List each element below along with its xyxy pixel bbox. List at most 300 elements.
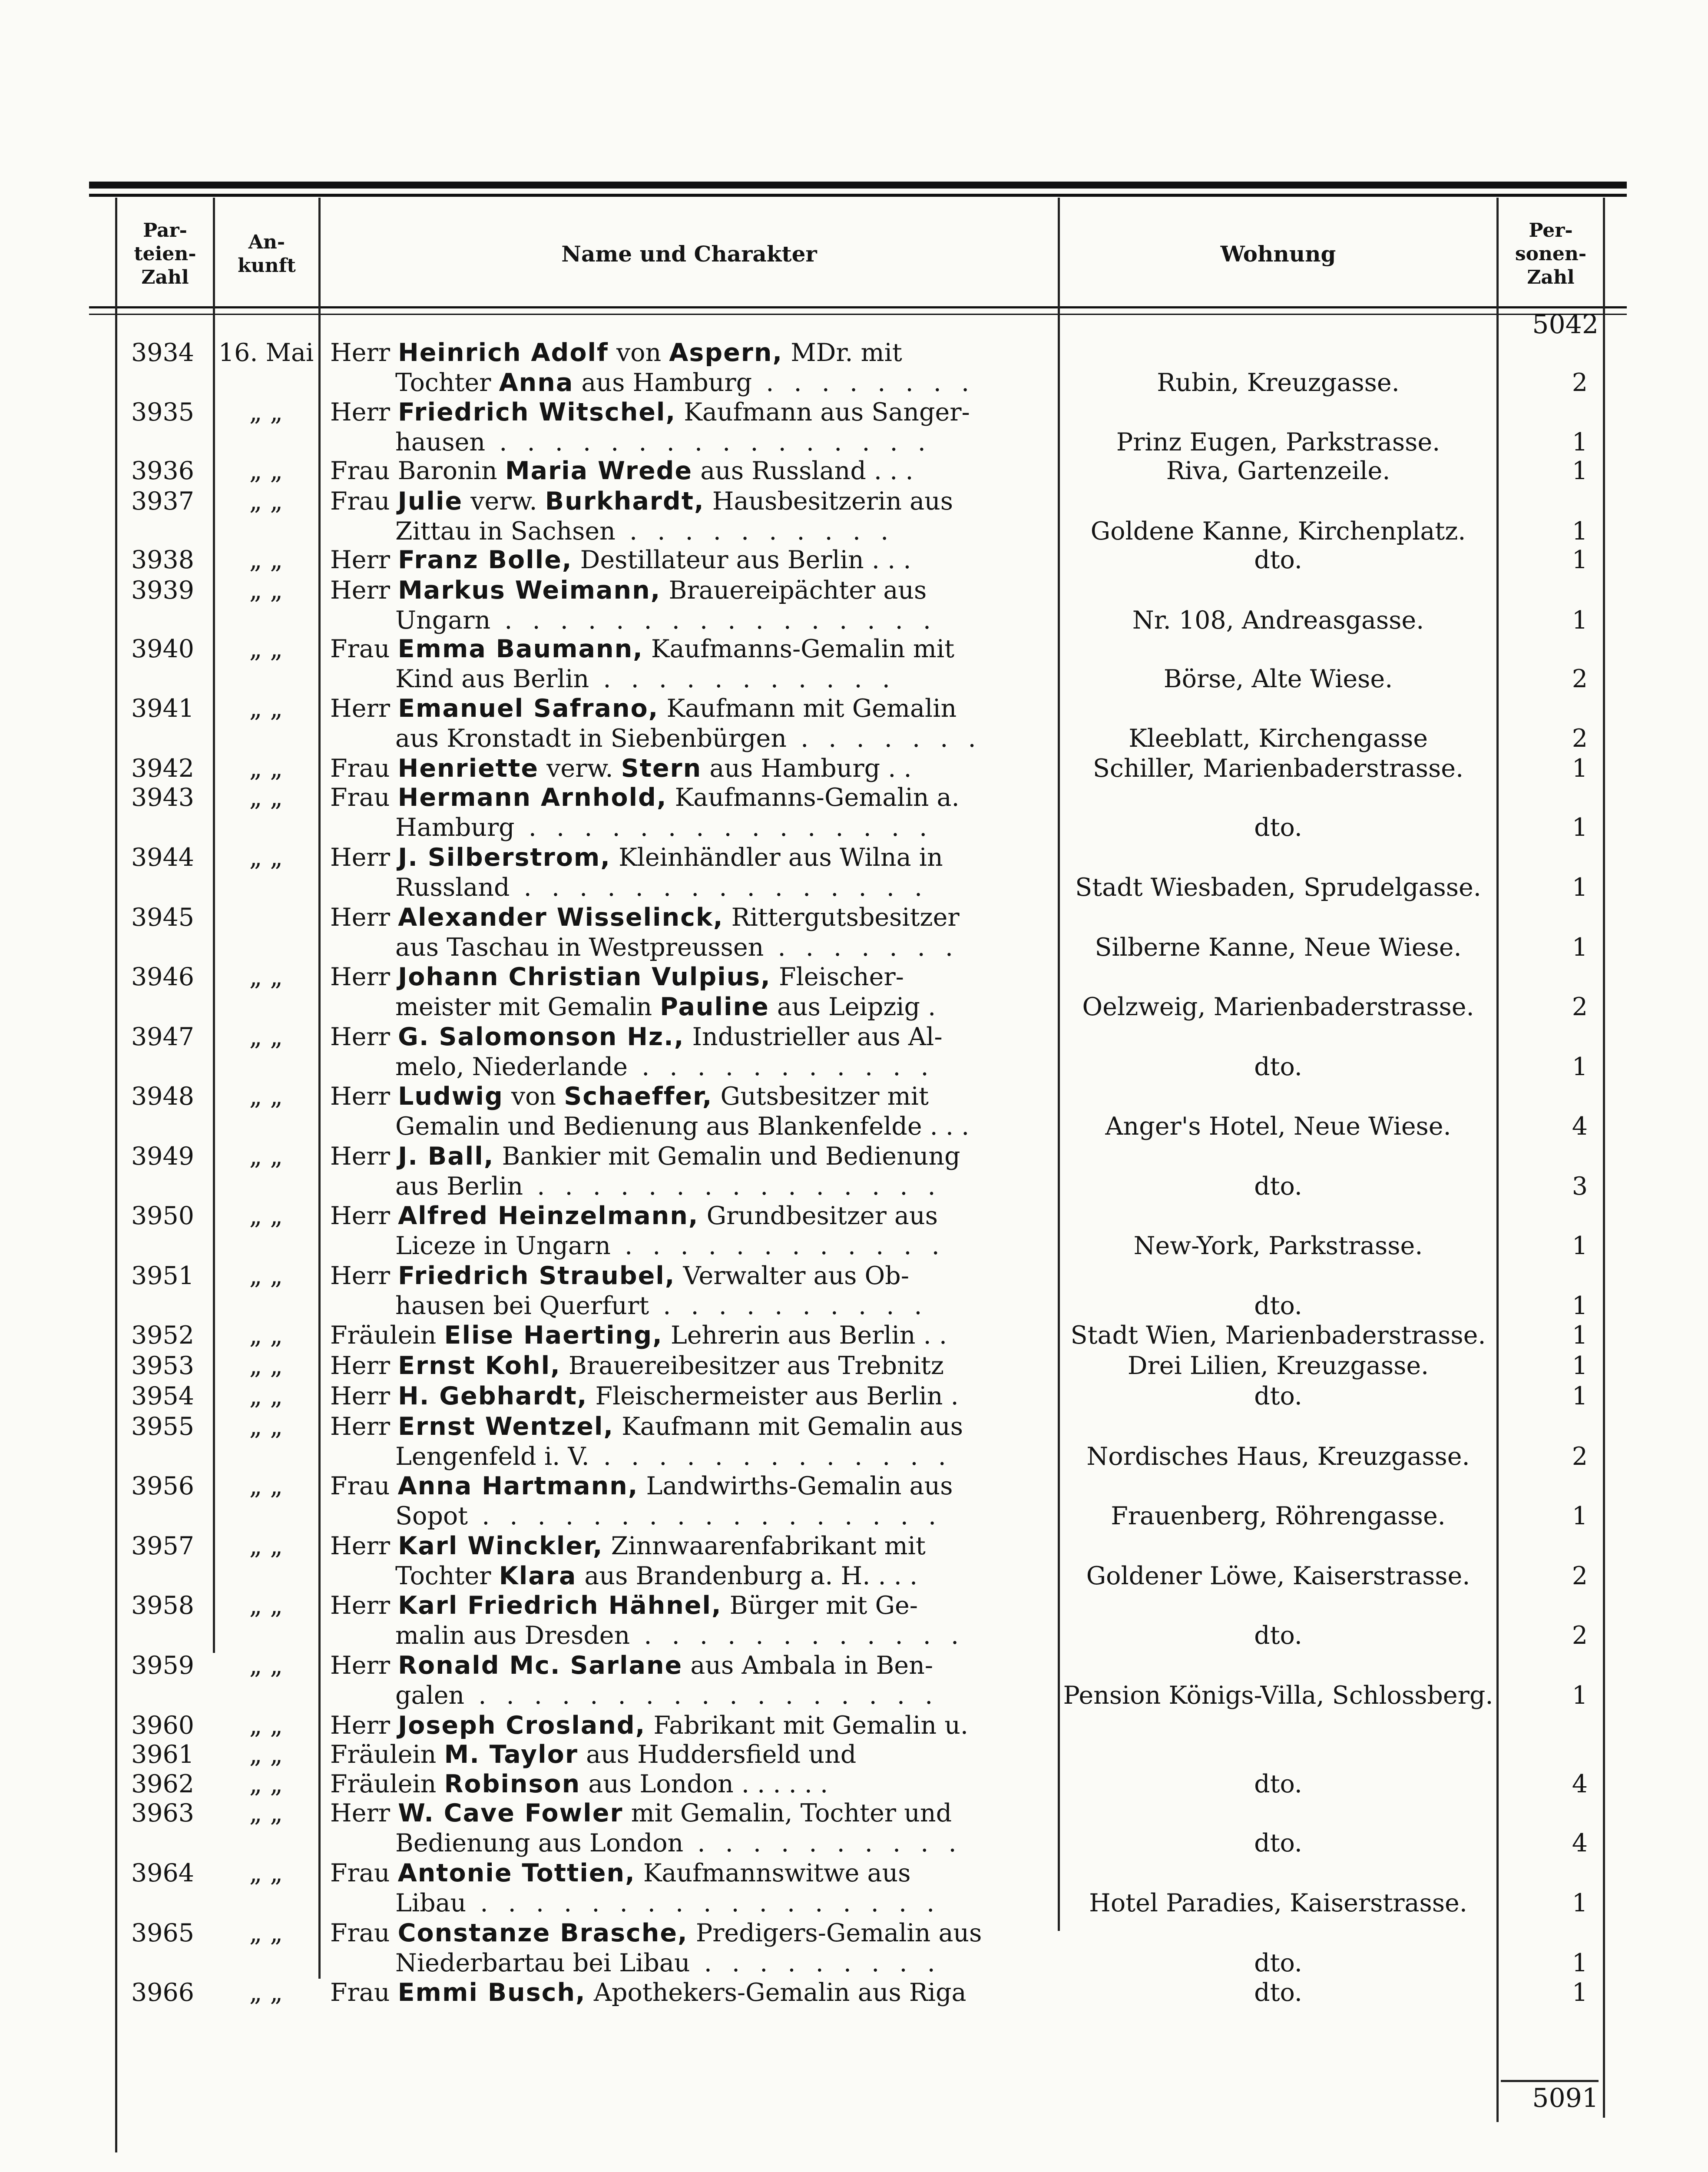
name-text: verw. [539,754,621,783]
guest-name: Friedrich Straubel, [398,1261,675,1290]
guest-name: Ernst Wentzel, [398,1412,614,1441]
residence: Riva, Gartenzeile. [1166,457,1390,485]
party-number: 3963 [131,1799,195,1828]
name-text: MDr. mit [783,338,902,367]
name-text: Frau [330,1919,398,1947]
guest-name: G. Salomonson Hz., [398,1023,685,1051]
name-text: Herr [330,398,398,427]
persons-count: 1 [1572,873,1588,902]
name-and-character [330,1261,1038,1321]
name-text: Brauereibesitzer aus Trebnitz [560,1351,944,1380]
column-divider [1603,198,1605,2118]
page-total: 5091 [1501,2080,1599,2113]
name-text: Frau Baronin [330,457,505,485]
name-text: Fleischer- [771,963,904,991]
guest-name: Anna [499,368,574,397]
party-number: 3940 [131,635,195,663]
residence: Börse, Alte Wiese. [1163,665,1393,693]
party-number: 3965 [131,1919,195,1947]
arrival-date: „ „ [249,1770,283,1798]
arrival-date: „ „ [249,1202,283,1230]
name-text: Herr [330,1261,398,1290]
name-text: . . . . . . . . . . . . . . . [510,873,929,902]
party-number: 3935 [131,398,195,427]
arrival-date: „ „ [249,1711,283,1740]
arrival-date: „ „ [249,1532,283,1560]
header-ankunft: An- kunft [238,231,296,277]
name-text: . . . . . . . . . . . . [630,1621,965,1650]
name-and-character [330,1142,1038,1202]
name-text: . . . . . . . [764,933,960,962]
persons-count: 2 [1572,1442,1588,1471]
name-text: Predigers-Gemalin aus [688,1919,982,1947]
name-text: Herr [330,1591,398,1620]
name-text: Landwirths-Gemalin aus [638,1472,953,1500]
name-text: Herr [330,576,398,605]
name-and-character [330,1769,1038,1799]
persons-count: 1 [1572,1382,1588,1410]
column-divider [213,198,215,1653]
name-and-character [330,1591,1038,1651]
residence: dto. [1254,1172,1302,1201]
residence: dto. [1254,1621,1302,1650]
name-text: Herr [330,546,398,574]
residence: Nordisches Haus, Kreuzgasse. [1086,1442,1470,1471]
guest-name: Ernst Kohl, [398,1351,561,1380]
name-text: . . . . . . . . . . . . . . . [523,1172,942,1201]
arrival-date: „ „ [249,457,283,485]
arrival-date: „ „ [249,1261,283,1290]
name-text: Zinnwaarenfabrikant mit [603,1532,926,1560]
top-double-rule [89,182,1627,189]
guest-name: W. Cave Fowler [398,1799,623,1828]
arrival-date: „ „ [249,487,283,516]
name-and-character [330,962,1038,1022]
party-number: 3937 [131,487,195,516]
name-text: Herr [330,1082,398,1111]
residence: Drei Lilien, Kreuzgasse. [1127,1351,1429,1380]
guest-name: Alfred Heinzelmann, [398,1202,699,1230]
party-number: 3936 [131,457,195,485]
name-text: Grundbesitzer aus [698,1202,938,1230]
name-text: . . . . . . . . . . [615,517,895,546]
name-text: von [608,338,669,367]
party-number: 3962 [131,1770,195,1798]
persons-count: 1 [1572,457,1588,485]
residence: dto. [1254,1770,1302,1798]
name-and-character [330,843,1038,903]
name-text: Fräulein [330,1770,444,1798]
guest-name: Aspern, [669,338,783,367]
party-number: 3950 [131,1202,195,1230]
name-text: Frau [330,487,398,516]
arrival-date: „ „ [249,963,283,991]
name-text: Herr [330,338,398,367]
name-and-character [330,783,1038,843]
residence: Stadt Wiesbaden, Sprudelgasse. [1075,873,1481,902]
name-and-character [330,338,1038,398]
persons-count: 1 [1572,1291,1588,1320]
name-text: . . . . . . . . . [690,1949,941,1977]
party-number: 3942 [131,754,195,783]
name-text: . . . . . . . . . . . . . . . [514,813,933,842]
guest-name: J. Ball, [398,1142,494,1171]
name-text: Herr [330,694,398,723]
residence: Kleeblatt, Kirchengasse [1129,724,1428,753]
arrival-date: „ „ [249,1412,283,1441]
name-text: aus Leipzig . [769,993,936,1021]
name-and-character [330,754,1038,784]
name-text: Fabrikant mit Gemalin u. [645,1711,969,1740]
persons-count: 4 [1572,1829,1588,1857]
residence: Prinz Eugen, Parkstrasse. [1116,428,1440,457]
name-text: hausen [395,428,486,457]
residence: Frauenberg, Röhrengasse. [1111,1502,1446,1530]
name-text: Kaufmannswitwe aus [635,1859,911,1887]
name-text: Liceze in Ungarn [395,1232,611,1260]
name-text: meister mit Gemalin [395,993,660,1021]
name-text: Kind aus Berlin [395,665,589,693]
arrival-date: „ „ [249,1740,283,1769]
guest-name: Karl Winckler, [398,1532,603,1560]
name-and-character [330,1978,1038,2008]
persons-count: 4 [1572,1112,1588,1141]
name-and-character [330,694,1038,754]
name-text: aus Berlin [395,1172,523,1201]
party-number: 3958 [131,1591,195,1620]
arrival-date: „ „ [249,635,283,663]
header-name: Name und Charakter [561,241,817,267]
arrival-date: „ „ [249,1321,283,1350]
name-text: aus Huddersfield und [578,1740,857,1769]
name-text: Herr [330,963,398,991]
arrival-date: „ „ [249,1382,283,1410]
persons-count: 2 [1572,724,1588,753]
persons-count: 4 [1572,1770,1588,1798]
party-number: 3959 [131,1651,195,1680]
name-text: Libau [395,1889,467,1917]
guest-name: Klara [499,1562,577,1590]
arrival-date: „ „ [249,1859,283,1887]
party-number: 3939 [131,576,195,605]
name-and-character [330,1082,1038,1142]
name-and-character [330,1798,1038,1858]
guest-name: H. Gebhardt, [398,1382,588,1410]
name-text: Herr [330,1202,398,1230]
name-text: Herr [330,1651,398,1680]
residence: Silberne Kanne, Neue Wiese. [1095,933,1462,962]
name-text: Hamburg [395,813,515,842]
name-text: Frau [330,754,398,783]
name-text: . . . . . . . . . . . [589,665,896,693]
name-text: Kaufmann mit Gemalin aus [614,1412,963,1441]
name-text: mit Gemalin, Tochter und [623,1799,952,1828]
name-text: Herr [330,1023,398,1051]
name-text: Kaufmann mit Gemalin [659,694,957,723]
guest-name: Elise Haerting, [444,1321,663,1350]
persons-count: 1 [1572,754,1588,783]
name-text: Destillateur aus Berlin . . . [572,546,911,574]
name-text: Zittau in Sachsen [395,517,616,546]
carry-over-sum: 5042 [1532,309,1599,340]
name-text: malin aus Dresden [395,1621,630,1650]
name-text: . . . . . . . . . . . . . [589,1442,952,1471]
guest-name: Maria Wrede [505,457,693,485]
name-text: Apothekers-Gemalin aus Riga [586,1978,967,2007]
persons-count: 1 [1572,933,1588,962]
guest-name: Alexander Wisselinck, [398,903,724,932]
column-divider [1496,198,1499,2122]
name-text: Herr [330,1711,398,1740]
name-text: aus London . . . . . . [580,1770,828,1798]
guest-name: Heinrich Adolf [398,338,609,367]
arrival-date: „ „ [249,1023,283,1051]
party-number: 3947 [131,1023,195,1051]
party-number: 3964 [131,1859,195,1887]
residence: Anger's Hotel, Neue Wiese. [1105,1112,1451,1141]
name-text: aus Ambala in Ben- [682,1651,933,1680]
header-partei: Par- teien- Zahl [134,219,196,288]
name-text: . . . . . . . . . . . [628,1053,935,1081]
party-number: 3966 [131,1978,195,2007]
arrival-date: „ „ [249,1978,283,2007]
name-text: galen [395,1681,465,1710]
persons-count: 1 [1572,517,1588,546]
name-text: Herr [330,843,398,872]
party-number: 3943 [131,783,195,812]
name-text: Bedienung aus London [395,1829,684,1857]
name-text: Kaufmanns-Gemalin a. [667,783,960,812]
name-and-character [330,1858,1038,1918]
name-text: aus Brandenburg a. H. . . . [576,1562,918,1590]
persons-count: 1 [1572,1889,1588,1917]
name-text: Niederbartau bei Libau [395,1949,690,1977]
residence: Stadt Wien, Marienbaderstrasse. [1070,1321,1486,1350]
arrival-date: „ „ [249,1142,283,1171]
name-text: Lehrerin aus Berlin . . [662,1321,947,1350]
residence: Goldene Kanne, Kirchenplatz. [1090,517,1466,546]
name-text: . . . . . . . . . . . . . . . . . [466,1889,941,1917]
persons-count: 2 [1572,993,1588,1021]
residence: Goldener Löwe, Kaiserstrasse. [1086,1562,1470,1590]
name-text: Fleischermeister aus Berlin . [587,1382,959,1410]
party-number: 3949 [131,1142,195,1171]
name-text: Kaufmanns-Gemalin mit [643,635,955,663]
residence: dto. [1254,813,1302,842]
name-text: . . . . . . . [786,724,982,753]
persons-count: 2 [1572,665,1588,693]
name-and-character [330,1651,1038,1711]
guest-name: Markus Weimann, [398,576,661,605]
name-text: aus Hamburg [573,368,752,397]
name-text: Verwalter aus Ob- [675,1261,910,1290]
residence: dto. [1254,1949,1302,1977]
party-number: 3944 [131,843,195,872]
arrival-date: 16. Mai [218,338,314,367]
party-number: 3941 [131,694,195,723]
name-text: . . . . . . . . . . . . . . . . . [468,1502,943,1530]
arrival-date: „ „ [249,1651,283,1680]
guest-name: Julie [397,487,463,516]
name-text: . . . . . . . . . . [683,1829,963,1857]
guest-name: Ronald Mc. Sarlane [398,1651,683,1680]
arrival-date: „ „ [249,843,283,872]
name-text: aus Kronstadt in Siebenbürgen [395,724,787,753]
name-and-character [330,1918,1038,1978]
name-and-character [330,1740,1038,1770]
name-text: hausen bei Querfurt [395,1291,649,1320]
guest-name: Friedrich Witschel, [398,398,676,427]
column-divider [115,198,117,2152]
party-number: 3938 [131,546,195,574]
guest-name: Karl Friedrich Hähnel, [398,1591,722,1620]
name-text: verw. [463,487,545,516]
name-and-character [330,545,1038,575]
guest-name: Henriette [397,754,539,783]
name-text: Tochter [395,368,499,397]
arrival-date: „ „ [249,1082,283,1111]
name-text: Fräulein [330,1321,444,1350]
guest-name: Ludwig [398,1082,503,1111]
residence: dto. [1254,1829,1302,1857]
persons-count: 1 [1572,813,1588,842]
guest-name: Burkhardt, [545,487,705,516]
persons-count: 1 [1572,1321,1588,1350]
persons-count: 3 [1572,1172,1588,1201]
guest-name: Anna Hartmann, [397,1472,639,1500]
name-text: Frau [330,1978,398,2007]
name-text: . . . . . . . . . . . . . . . . [485,428,932,457]
name-text: Herr [330,1412,398,1441]
name-text: Kaufmann aus Sanger- [676,398,970,427]
arrival-date: „ „ [249,1919,283,1947]
party-number: 3954 [131,1382,195,1410]
residence: Nr. 108, Andreasgasse. [1132,606,1424,635]
name-text: Hausbesitzerin aus [704,487,953,516]
arrival-date: „ „ [249,783,283,812]
name-and-character [330,903,1038,963]
name-and-character [330,1711,1038,1741]
name-and-character [330,1531,1038,1591]
name-text: Bürger mit Ge- [722,1591,918,1620]
residence: dto. [1254,1291,1302,1320]
persons-count: 2 [1572,1621,1588,1650]
persons-count: 1 [1572,1053,1588,1081]
name-text: . . . . . . . . . . . . . . . . [490,606,937,635]
name-text: aus Russland . . . [692,457,914,485]
persons-count: 1 [1572,1949,1588,1977]
guest-name: Emanuel Safrano, [398,694,659,723]
name-text: Frau [330,783,398,812]
guest-name: Franz Bolle, [398,546,573,574]
persons-count: 1 [1572,1351,1588,1380]
name-text: Bankier mit Gemalin und Bedienung [494,1142,960,1171]
arrival-date: „ „ [249,1472,283,1500]
name-text: Frau [330,1472,398,1500]
persons-count: 1 [1572,1978,1588,2007]
party-number: 3952 [131,1321,195,1350]
guest-name: Constanze Brasche, [397,1919,688,1947]
name-text: Ungarn [395,606,491,635]
party-number: 3953 [131,1351,195,1380]
residence: dto. [1254,1053,1302,1081]
residence: Schiller, Marienbaderstrasse. [1092,754,1464,783]
name-text: Industrieller aus Al- [684,1023,943,1051]
arrival-date: „ „ [249,1799,283,1828]
name-text: Herr [330,1142,398,1171]
arrival-date: „ „ [249,398,283,427]
name-text: Russland [395,873,510,902]
residence: Rubin, Kreuzgasse. [1157,368,1400,397]
guest-name: Antonie Tottien, [397,1859,636,1887]
name-text: Fräulein [330,1740,444,1769]
arrival-date: „ „ [249,1591,283,1620]
guest-name: Hermann Arnhold, [397,783,667,812]
name-text: aus Hamburg . . [702,754,912,783]
persons-count: 1 [1572,1502,1588,1530]
arrival-date: „ „ [249,576,283,605]
name-text: . . . . . . . . [752,368,976,397]
party-number: 3951 [131,1261,195,1290]
name-and-character [330,1022,1038,1082]
party-number: 3948 [131,1082,195,1111]
persons-count: 1 [1572,606,1588,635]
persons-count: 1 [1572,1681,1588,1710]
name-text: Herr [330,903,398,932]
name-and-character [330,1351,1038,1381]
residence: dto. [1254,546,1302,574]
guest-name: J. Silberstrom, [398,843,611,872]
name-and-character [330,634,1038,694]
name-text: Frau [330,635,398,663]
persons-count: 1 [1572,428,1588,457]
name-and-character [330,1201,1038,1261]
party-number: 3961 [131,1740,195,1769]
name-and-character [330,456,1038,486]
arrival-date: „ „ [249,546,283,574]
name-and-character [330,1381,1038,1411]
name-text: von [503,1082,564,1111]
name-and-character [330,1412,1038,1472]
name-text: Gutsbesitzer mit [712,1082,929,1111]
name-text: Herr [330,1382,398,1410]
name-and-character [330,397,1038,457]
guest-name: Joseph Crosland, [398,1711,646,1740]
guest-name: Pauline [660,993,769,1021]
arrival-date: „ „ [249,1351,283,1380]
column-divider [318,198,321,1979]
persons-count: 1 [1572,1232,1588,1260]
arrival-date: „ „ [249,754,283,783]
guest-name: M. Taylor [444,1740,578,1769]
name-text: aus Taschau in Westpreussen [395,933,764,962]
name-text: Lengenfeld i. V. [395,1442,589,1471]
party-number: 3956 [131,1472,195,1500]
arrival-date: „ „ [249,694,283,723]
guest-name: Robinson [444,1770,581,1798]
guest-name: Stern [621,754,702,783]
party-number: 3946 [131,963,195,991]
name-and-character [330,1321,1038,1351]
name-text: . . . . . . . . . . . . [610,1232,946,1260]
residence: Oelzweig, Marienbaderstrasse. [1082,993,1474,1021]
name-text: Frau [330,1859,398,1887]
name-text: Gemalin und Bedienung aus Blankenfelde . . . [395,1112,970,1141]
name-text: Rittergutsbesitzer [723,903,960,932]
party-number: 3957 [131,1532,195,1560]
persons-count: 1 [1572,546,1588,574]
party-number: 3955 [131,1412,195,1441]
